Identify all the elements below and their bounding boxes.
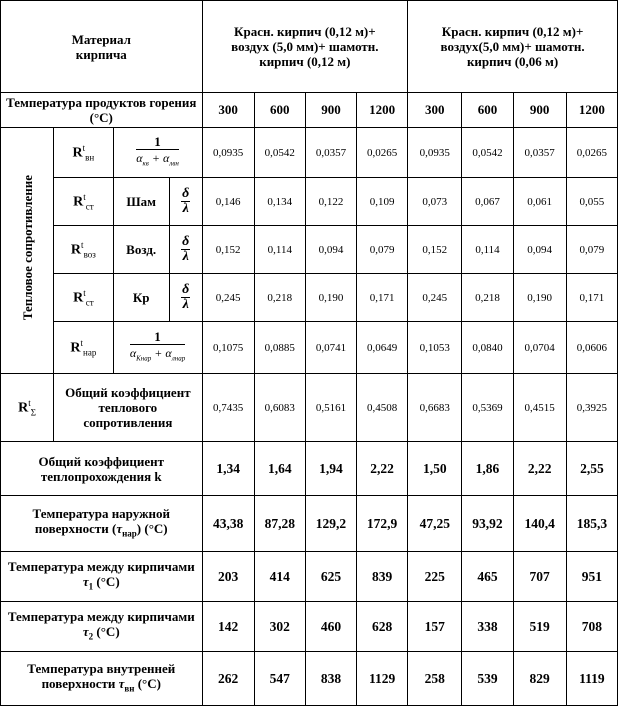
value-cell: 951 bbox=[566, 552, 617, 602]
value-cell: 0,5369 bbox=[462, 374, 513, 442]
t1-label: Температура между кирпичами $\tau_1$ (°C) bbox=[1, 552, 203, 602]
value-cell: 47,25 bbox=[408, 496, 462, 552]
value-cell: 1,94 bbox=[305, 442, 356, 496]
delta-lambda: $\frac{\delta}{\lambda}$ bbox=[169, 178, 202, 226]
value-cell: 203 bbox=[202, 552, 254, 602]
value-cell: 157 bbox=[408, 602, 462, 652]
t-nar-label: Температура наружной поверхности $(\tau_{нар})$ (°C) bbox=[1, 496, 203, 552]
r-vn-formula: $\frac{1}{\alpha_{кв} + \alpha_{лвн}}$ bbox=[113, 128, 202, 178]
row-t1 bbox=[1, 552, 618, 602]
value-cell: 519 bbox=[513, 602, 566, 652]
value-cell: 87,28 bbox=[254, 496, 305, 552]
r-nar-formula: $\frac{1}{\alpha_{Кнар} + \alpha_{лнар}}$ bbox=[113, 322, 202, 374]
value-cell: 839 bbox=[357, 552, 408, 602]
k-label: Общий коэффициент теплопрохождения k bbox=[1, 442, 203, 496]
t-vn-label: Температура внутренней поверхности $\tau_{вн}$ (°C) bbox=[1, 652, 203, 706]
value-cell: 0,055 bbox=[566, 178, 617, 226]
temp-cell: 1200 bbox=[566, 93, 617, 128]
config1-header: Красн. кирпич (0,12 м)+ воздух (5,0 мм)+ шамотн. кирпич (0,12 м) bbox=[202, 1, 408, 93]
material-label: Возд. bbox=[113, 226, 169, 274]
value-cell: 0,094 bbox=[513, 226, 566, 274]
value-cell: 0,152 bbox=[408, 226, 462, 274]
delta-lambda: $\frac{\delta}{\lambda}$ bbox=[169, 274, 202, 322]
value-cell: 628 bbox=[357, 602, 408, 652]
row-r-total bbox=[1, 374, 618, 442]
r-total-label: Общий коэффициент теплового сопротивления bbox=[54, 374, 202, 442]
row-r-st-kr bbox=[1, 274, 618, 322]
value-cell: 0,218 bbox=[254, 274, 305, 322]
value-cell: 0,079 bbox=[357, 226, 408, 274]
group-label-cell bbox=[1, 128, 54, 374]
value-cell: 0,0542 bbox=[254, 128, 305, 178]
value-cell: 0,190 bbox=[513, 274, 566, 322]
value-cell: 0,171 bbox=[357, 274, 408, 322]
value-cell: 0,4515 bbox=[513, 374, 566, 442]
value-cell: 0,067 bbox=[462, 178, 513, 226]
row-t-nar bbox=[1, 496, 618, 552]
value-cell: 0,0840 bbox=[462, 322, 513, 374]
value-cell: 0,0649 bbox=[357, 322, 408, 374]
value-cell: 547 bbox=[254, 652, 305, 706]
value-cell: 129,2 bbox=[305, 496, 356, 552]
value-cell: 0,245 bbox=[202, 274, 254, 322]
value-cell: 0,3925 bbox=[566, 374, 617, 442]
row-r-st-sham bbox=[1, 178, 618, 226]
value-cell: 0,0606 bbox=[566, 322, 617, 374]
value-cell: 460 bbox=[305, 602, 356, 652]
value-cell: 225 bbox=[408, 552, 462, 602]
row-r-nar bbox=[1, 322, 618, 374]
value-cell: 1129 bbox=[357, 652, 408, 706]
material-header: Материал кирпича bbox=[1, 1, 203, 93]
value-cell: 185,3 bbox=[566, 496, 617, 552]
value-cell: 0,114 bbox=[254, 226, 305, 274]
value-cell: 0,114 bbox=[462, 226, 513, 274]
value-cell: 838 bbox=[305, 652, 356, 706]
value-cell: 0,0935 bbox=[202, 128, 254, 178]
group-label: Тепловое сопротивление bbox=[19, 175, 35, 321]
value-cell: 302 bbox=[254, 602, 305, 652]
value-cell: 0,0704 bbox=[513, 322, 566, 374]
value-cell: 0,190 bbox=[305, 274, 356, 322]
value-cell: 0,061 bbox=[513, 178, 566, 226]
row-r-voz bbox=[1, 226, 618, 274]
temperature-row bbox=[1, 93, 618, 128]
value-cell: 0,152 bbox=[202, 226, 254, 274]
value-cell: 0,1053 bbox=[408, 322, 462, 374]
r-voz-symbol: $R^t_{воз}$ bbox=[54, 226, 113, 274]
value-cell: 0,122 bbox=[305, 178, 356, 226]
value-cell: 2,22 bbox=[513, 442, 566, 496]
value-cell: 0,146 bbox=[202, 178, 254, 226]
value-cell: 142 bbox=[202, 602, 254, 652]
value-cell: 0,094 bbox=[305, 226, 356, 274]
value-cell: 93,92 bbox=[462, 496, 513, 552]
row-t-vn bbox=[1, 652, 618, 706]
value-cell: 0,218 bbox=[462, 274, 513, 322]
value-cell: 0,0542 bbox=[462, 128, 513, 178]
value-cell: 0,1075 bbox=[202, 322, 254, 374]
value-cell: 0,0265 bbox=[357, 128, 408, 178]
value-cell: 0,0357 bbox=[305, 128, 356, 178]
temp-cell: 900 bbox=[305, 93, 356, 128]
material-label: Шам bbox=[113, 178, 169, 226]
value-cell: 1,86 bbox=[462, 442, 513, 496]
value-cell: 1,64 bbox=[254, 442, 305, 496]
value-cell: 708 bbox=[566, 602, 617, 652]
temp-cell: 900 bbox=[513, 93, 566, 128]
value-cell: 0,7435 bbox=[202, 374, 254, 442]
value-cell: 1,34 bbox=[202, 442, 254, 496]
r-vn-symbol: $R^t_{вн}$ bbox=[54, 128, 113, 178]
value-cell: 43,38 bbox=[202, 496, 254, 552]
value-cell: 0,0357 bbox=[513, 128, 566, 178]
delta-lambda: $\frac{\delta}{\lambda}$ bbox=[169, 226, 202, 274]
value-cell: 0,6683 bbox=[408, 374, 462, 442]
r-total-symbol: $R^t_\Sigma$ bbox=[1, 374, 54, 442]
value-cell: 625 bbox=[305, 552, 356, 602]
temp-cell: 600 bbox=[462, 93, 513, 128]
row-k bbox=[1, 442, 618, 496]
t2-label: Температура между кирпичами $\tau_2$ (°C) bbox=[1, 602, 203, 652]
temp-cell: 300 bbox=[202, 93, 254, 128]
temp-cell: 300 bbox=[408, 93, 462, 128]
value-cell: 1,50 bbox=[408, 442, 462, 496]
value-cell: 0,0935 bbox=[408, 128, 462, 178]
value-cell: 262 bbox=[202, 652, 254, 706]
temp-cell: 600 bbox=[254, 93, 305, 128]
value-cell: 140,4 bbox=[513, 496, 566, 552]
value-cell: 0,079 bbox=[566, 226, 617, 274]
value-cell: 0,073 bbox=[408, 178, 462, 226]
value-cell: 0,109 bbox=[357, 178, 408, 226]
config2-header: Красн. кирпич (0,12 м)+ воздух(5,0 мм)+ шамотн. кирпич (0,06 м) bbox=[408, 1, 618, 93]
value-cell: 0,245 bbox=[408, 274, 462, 322]
value-cell: 0,6083 bbox=[254, 374, 305, 442]
value-cell: 0,0265 bbox=[566, 128, 617, 178]
r-nar-symbol: $R^t_{нар}$ bbox=[54, 322, 113, 374]
value-cell: 707 bbox=[513, 552, 566, 602]
material-label: Кр bbox=[113, 274, 169, 322]
row-t2 bbox=[1, 602, 618, 652]
row-r-vn bbox=[1, 128, 618, 178]
value-cell: 0,4508 bbox=[357, 374, 408, 442]
temp-cell: 1200 bbox=[357, 93, 408, 128]
r-st-symbol: $R^t_{ст}$ bbox=[54, 178, 113, 226]
value-cell: 2,22 bbox=[357, 442, 408, 496]
value-cell: 172,9 bbox=[357, 496, 408, 552]
value-cell: 1119 bbox=[566, 652, 617, 706]
value-cell: 0,0885 bbox=[254, 322, 305, 374]
value-cell: 414 bbox=[254, 552, 305, 602]
value-cell: 258 bbox=[408, 652, 462, 706]
value-cell: 829 bbox=[513, 652, 566, 706]
temp-label: Температура продуктов горения (°C) bbox=[1, 93, 203, 128]
value-cell: 0,134 bbox=[254, 178, 305, 226]
value-cell: 2,55 bbox=[566, 442, 617, 496]
r-st-symbol: $R^t_{ст}$ bbox=[54, 274, 113, 322]
value-cell: 539 bbox=[462, 652, 513, 706]
value-cell: 338 bbox=[462, 602, 513, 652]
value-cell: 0,0741 bbox=[305, 322, 356, 374]
header-row bbox=[1, 1, 618, 93]
value-cell: 0,5161 bbox=[305, 374, 356, 442]
value-cell: 465 bbox=[462, 552, 513, 602]
value-cell: 0,171 bbox=[566, 274, 617, 322]
